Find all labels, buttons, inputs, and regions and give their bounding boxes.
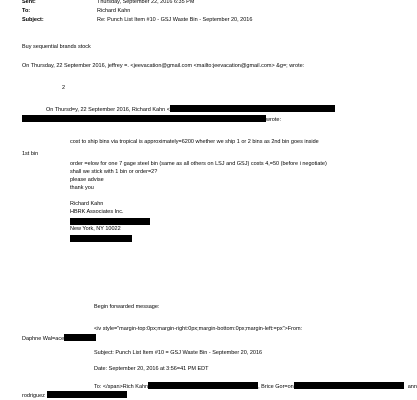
- forwarded-daphne: Daphne Wal=ace: [22, 336, 65, 342]
- redaction-box: [294, 382, 404, 389]
- redaction-box: [70, 218, 150, 225]
- forwarded-from-name: [22, 334, 96, 343]
- forwarded-ann: ann: [407, 384, 417, 390]
- redaction-box: [70, 235, 132, 242]
- first-bin-line: 1st bin: [22, 151, 39, 157]
- forwarded-rodriguez: rodriguez: [22, 393, 45, 399]
- shall-line: shall we stick with 1 bin or order=2?: [70, 169, 158, 175]
- subject-label: Subject:: [22, 17, 44, 23]
- redaction-box: [170, 105, 335, 112]
- sent-value: Thursday, September 22, 2016 6:35 PM: [97, 0, 195, 5]
- forwarded-to-prefix: To: </span>Rich Kahn: [94, 384, 149, 390]
- please-line: please advise: [70, 177, 104, 183]
- order-line: order =elow for one 7 gage steel bin (same as all others on LSJ and GSJ) costs 4,=50 (before i negotiate): [70, 161, 327, 167]
- forwarded-brice: , Brice Gor=on: [258, 384, 294, 390]
- sent-label: Sent:: [22, 0, 36, 5]
- thank-line: thank you: [70, 185, 94, 191]
- to-label: To:: [22, 8, 31, 14]
- buy-line: Buy sequential brands stock: [22, 44, 91, 50]
- on-thursd-prefix: On Thursd=y, 22 September 2016, Richard Kahn <: [46, 107, 170, 113]
- forwarded-from-line: <iv style="margin-top:0px;margin-right:0px;margin-bottom:0px;margin-left:=px">From:: [94, 326, 303, 332]
- signature-city: New York, NY 10022: [70, 226, 121, 232]
- forwarded-rodriguez-line: [22, 391, 127, 400]
- signature-phone-redaction: [70, 235, 132, 244]
- to-value: Richard Kahn: [97, 8, 131, 14]
- on-thursd-line: [46, 105, 335, 114]
- redaction-box: [148, 382, 258, 389]
- forwarded-begin: Begin forwarded message:: [94, 304, 160, 310]
- cost-line: cost to ship bins via tropical is approximately=6200 whether we ship 1 or 2 bins as 2nd bin goes inside: [70, 139, 319, 145]
- redaction-box: [22, 115, 266, 122]
- on-thursday-line: On Thursday, 22 September 2016, jeffrey =. <jeevacation@gmail.com <mailto:jeevacation@gmail.com> &g=; wrote:: [22, 63, 305, 69]
- forwarded-subject: Subject: Punch List Item #10 = GSJ Waste Bin - September 20, 2016: [94, 350, 263, 356]
- wrote-line: [22, 115, 281, 124]
- line-two: 2: [62, 85, 66, 91]
- wrote-text: wrote:: [266, 117, 281, 123]
- redaction-box: [64, 334, 96, 341]
- redaction-box: [47, 391, 127, 398]
- forwarded-to-line: [94, 382, 417, 391]
- forwarded-date: Date: September 20, 2016 at 3:56=41 PM EDT: [94, 366, 209, 372]
- signature-company: HBRK Associates Inc.: [70, 209, 124, 215]
- subject-value: Re: Punch List Item #10 - GSJ Waste Bin - September 20, 2016: [97, 17, 253, 23]
- signature-name: Richard Kahn: [70, 201, 104, 207]
